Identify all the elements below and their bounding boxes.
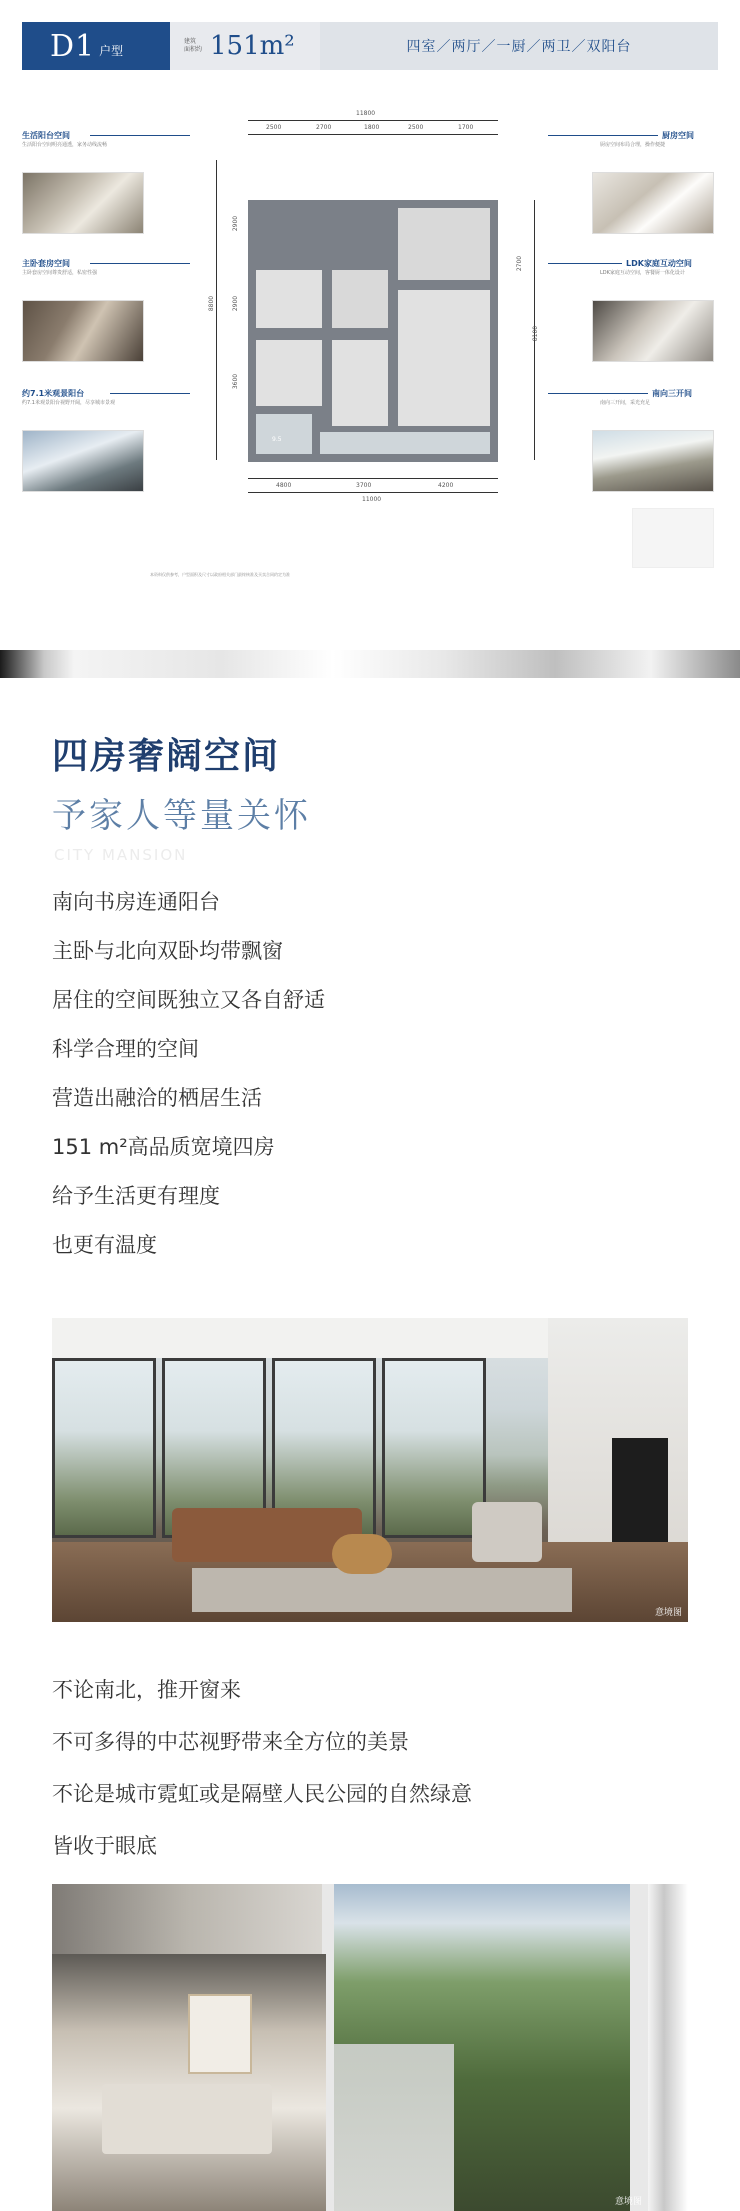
copy-line: 南向书房连通阳台 <box>52 890 220 914</box>
floorplan-section <box>0 100 740 620</box>
bedroom-scene <box>52 1954 326 2211</box>
dim-top-total: 11800 <box>356 110 376 117</box>
dim-right-2: 8100 <box>532 325 540 342</box>
room-living <box>398 290 490 426</box>
area-value: 151m² <box>210 31 295 61</box>
unit-header <box>22 22 718 70</box>
floorplan-rooms <box>248 200 498 462</box>
copy-line: 不论南北，推开窗来 <box>52 1678 241 1702</box>
room-desc-kitchen: 厨房空间布局合理，操作便捷 <box>600 142 666 148</box>
floorplan-drawing <box>176 100 558 510</box>
photo-caption: 意境图 <box>654 1608 682 1618</box>
section1-copy <box>52 878 325 1270</box>
dim-top-4: 2500 <box>408 124 424 131</box>
dim-bottom-1: 4800 <box>276 482 292 489</box>
bed <box>102 2084 272 2154</box>
area-label-bottom: 面积约 <box>184 46 203 53</box>
room-desc-ldk: LDK家庭互动空间，客餐厨一体化设计 <box>600 270 685 276</box>
copy-line: 给予生活更有理度 <box>52 1184 220 1208</box>
window-panel <box>52 1358 156 1538</box>
copy-line: 科学合理的空间 <box>52 1037 199 1061</box>
room-bath <box>332 270 388 328</box>
room-photo-ldk <box>592 300 714 362</box>
room-photo-life-balcony <box>22 172 144 234</box>
leader-line <box>548 393 648 394</box>
room-desc-south-bay: 南向三开间，采光充足 <box>600 400 651 406</box>
window-panel <box>382 1358 486 1538</box>
room-photo-kitchen <box>592 172 714 234</box>
copy-line: 不论是城市霓虹或是隔壁人民公园的自然绿意 <box>52 1782 472 1806</box>
copy-line: 营造出融洽的栖居生活 <box>52 1086 262 1110</box>
room-title-south-bay: 南向三开间 <box>652 389 692 398</box>
copy-line: 居住的空间既独立又各自舒适 <box>52 988 325 1012</box>
room-photo-view-balcony <box>22 430 144 492</box>
dim-top-5: 1700 <box>458 124 474 131</box>
rug <box>192 1568 572 1612</box>
room-small-balcony <box>256 414 312 454</box>
room-title-kitchen: 厨房空间 <box>662 131 694 140</box>
living-room-photo <box>52 1318 688 1622</box>
room-desc-master-suite: 主卧套房空间尊贵舒适，私密性强 <box>22 270 98 276</box>
room-bedroom-2 <box>256 340 322 406</box>
wall-art <box>188 1994 252 2074</box>
dim-bottom-3: 4200 <box>438 482 454 489</box>
copy-line: 也更有温度 <box>52 1233 157 1257</box>
dim-top-2: 2700 <box>316 124 332 131</box>
room-desc-life-balcony: 生活阳台空间明亮通透，家务动线流畅 <box>22 142 108 148</box>
copy-line: 皆收于眼底 <box>52 1834 157 1858</box>
room-title-master-suite: 主卧套房空间 <box>22 259 70 268</box>
copy-line: 主卧与北向双卧均带飘窗 <box>52 939 283 963</box>
lounge-strip <box>52 1884 322 1954</box>
television <box>612 1438 668 1548</box>
leader-line <box>90 135 190 136</box>
chrome-edge <box>648 1884 688 2211</box>
armchair <box>472 1502 542 1562</box>
dim-line <box>248 478 498 479</box>
dim-right-1: 2700 <box>516 255 524 272</box>
layout-description: 四室／两厅／一厨／两卫／双阳台 <box>320 22 718 70</box>
leader-line <box>90 263 190 264</box>
dim-bottom-total: 11000 <box>362 496 382 503</box>
area-label-top: 建筑 <box>184 38 197 45</box>
copy-line: 不可多得的中芯视野带来全方位的美景 <box>52 1730 409 1754</box>
room-kitchen <box>398 208 490 280</box>
dim-line <box>216 160 217 460</box>
copy-line: 151 m²高品质宽境四房 <box>52 1135 275 1159</box>
room-photo-master-suite <box>22 300 144 362</box>
room-study <box>332 340 388 426</box>
unit-suffix: 户型 <box>99 43 124 58</box>
dim-line <box>248 120 498 121</box>
section-heading: 四房奢阔空间 <box>52 736 281 777</box>
dim-line <box>248 492 498 493</box>
floorplan-legend: 本资料仅供参考，户型面积及尺寸以政府相关部门最终核准及买卖合同约定为准 <box>150 572 290 577</box>
bedroom-view-collage <box>52 1884 688 2211</box>
dim-bottom-2: 3700 <box>356 482 372 489</box>
section2-copy <box>52 1664 472 1872</box>
leader-line <box>548 263 622 264</box>
site-key-map <box>632 508 714 568</box>
coffee-table <box>332 1534 392 1574</box>
dim-left-2: 2900 <box>232 295 240 312</box>
dim-top-1: 2500 <box>266 124 282 131</box>
balcony-area: 9.5 <box>272 436 282 443</box>
room-desc-view-balcony: 约7.1米观景阳台视野开阔，尽享城市景观 <box>22 400 115 406</box>
watermark-text: CITY MANSION <box>54 846 188 864</box>
room-photo-south-bay <box>592 430 714 492</box>
dim-left-1: 2900 <box>232 215 240 232</box>
unit-code-block <box>22 22 170 70</box>
room-title-view-balcony: 约7.1米观景阳台 <box>22 389 85 398</box>
dim-left-3: 3600 <box>232 373 240 390</box>
area-label <box>184 38 206 54</box>
dim-top-3: 1800 <box>364 124 380 131</box>
room-title-ldk: LDK家庭互动空间 <box>626 259 692 268</box>
section-subheading: 予家人等量关怀 <box>52 796 311 836</box>
photo-caption: 意境图 <box>614 2197 642 2207</box>
balcony-railing <box>334 2044 454 2211</box>
unit-code: D1 <box>50 28 96 64</box>
room-master-bedroom <box>256 270 322 328</box>
room-title-life-balcony: 生活阳台空间 <box>22 131 70 140</box>
dim-left-total: 8800 <box>208 295 216 312</box>
leader-line <box>548 135 658 136</box>
chrome-divider <box>0 650 740 678</box>
unit-area-block <box>170 22 320 70</box>
dim-line <box>248 134 498 135</box>
room-balcony <box>320 432 490 454</box>
